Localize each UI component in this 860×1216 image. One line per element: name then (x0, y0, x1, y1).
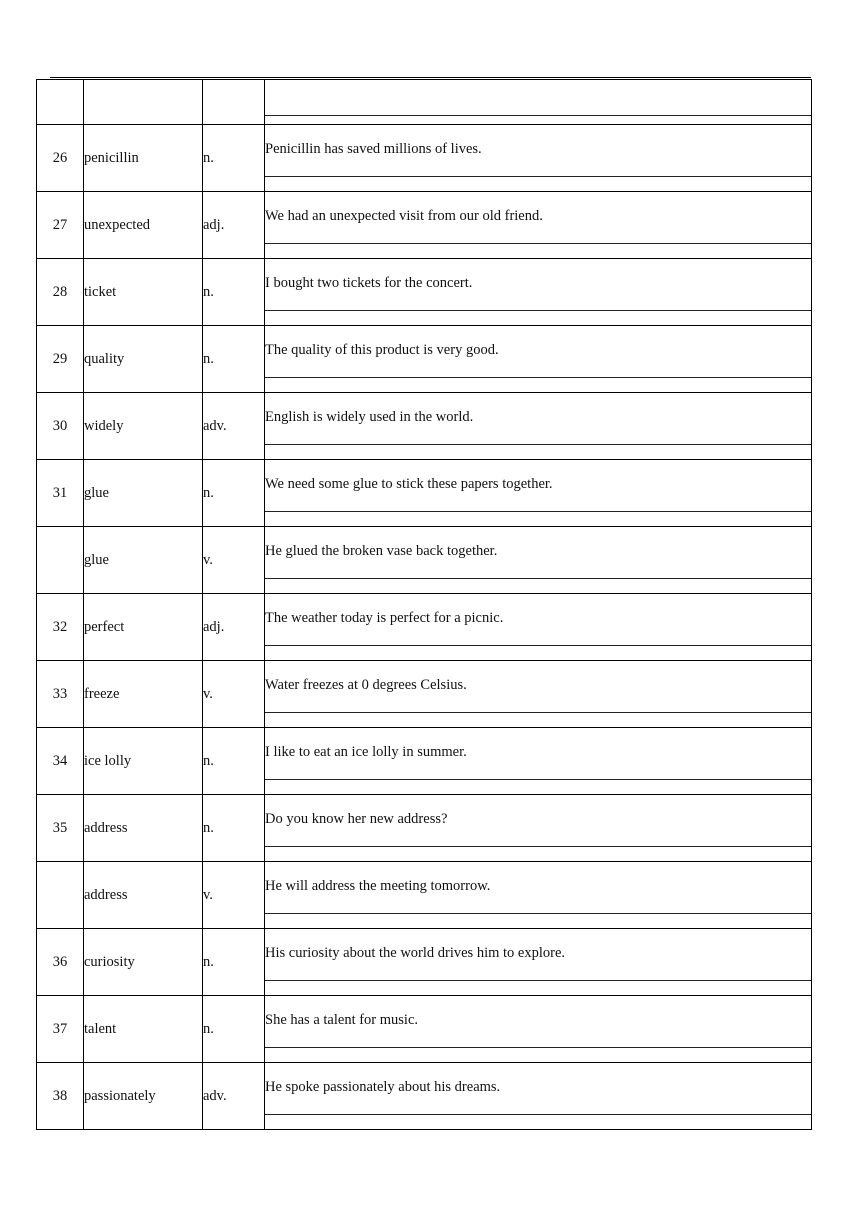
row-number: 32 (37, 594, 84, 661)
table-row-continued (37, 80, 812, 125)
table-row (37, 862, 812, 929)
vocab-word: freeze (84, 661, 203, 728)
part-of-speech: adj. (203, 192, 265, 259)
row-number: 37 (37, 996, 84, 1063)
part-of-speech: n. (203, 259, 265, 326)
translation-blank-line[interactable] (265, 310, 811, 311)
example-cell (265, 393, 812, 460)
row-number: 38 (37, 1063, 84, 1130)
example-sentence: Do you know her new address? (265, 810, 448, 827)
vocab-word: unexpected (84, 192, 203, 259)
part-of-speech: n. (203, 460, 265, 527)
part-of-speech: n. (203, 125, 265, 192)
top-rule (50, 77, 811, 78)
example-cell (265, 527, 812, 594)
example-cell (265, 594, 812, 661)
example-cell (265, 862, 812, 929)
part-of-speech: adv. (203, 393, 265, 460)
table-row (37, 996, 812, 1063)
row-number: 33 (37, 661, 84, 728)
translation-blank-line[interactable] (265, 913, 811, 914)
table-row (37, 326, 812, 393)
translation-blank-line[interactable] (265, 511, 811, 512)
translation-blank-line[interactable] (265, 1047, 811, 1048)
vocabulary-table (36, 79, 812, 1130)
table-row (37, 393, 812, 460)
vocab-word: penicillin (84, 125, 203, 192)
example-sentence: Penicillin has saved millions of lives. (265, 140, 482, 157)
row-number: 34 (37, 728, 84, 795)
example-sentence: The weather today is perfect for a picnic. (265, 609, 504, 626)
example-sentence: I like to eat an ice lolly in summer. (265, 743, 467, 760)
row-number: 27 (37, 192, 84, 259)
example-sentence: She has a talent for music. (265, 1011, 419, 1028)
part-of-speech: v. (203, 862, 265, 929)
row-number (37, 862, 84, 929)
table-row (37, 594, 812, 661)
translation-blank-line[interactable] (265, 980, 811, 981)
translation-blank-line[interactable] (265, 243, 811, 244)
part-of-speech: adv. (203, 1063, 265, 1130)
table-row (37, 795, 812, 862)
translation-blank-line[interactable] (265, 1114, 811, 1115)
row-number: 36 (37, 929, 84, 996)
example-sentence: We need some glue to stick these papers together. (265, 475, 553, 492)
translation-blank-line[interactable] (265, 779, 811, 780)
example-cell (265, 259, 812, 326)
translation-blank-line[interactable] (265, 578, 811, 579)
part-of-speech: n. (203, 326, 265, 393)
part-of-speech: adj. (203, 594, 265, 661)
translation-blank-line[interactable] (265, 176, 811, 177)
example-sentence: English is widely used in the world. (265, 408, 474, 425)
example-sentence: He spoke passionately about his dreams. (265, 1078, 501, 1095)
example-sentence: He glued the broken vase back together. (265, 542, 498, 559)
part-of-speech-cell (203, 80, 265, 125)
table-row (37, 125, 812, 192)
example-cell (265, 192, 812, 259)
example-sentence: His curiosity about the world drives him to explore. (265, 944, 566, 961)
vocab-word: glue (84, 527, 203, 594)
vocab-word: passionately (84, 1063, 203, 1130)
vocab-word: ice lolly (84, 728, 203, 795)
table-row (37, 527, 812, 594)
row-number: 28 (37, 259, 84, 326)
translation-blank-line[interactable] (265, 645, 811, 646)
translation-blank-line[interactable] (265, 444, 811, 445)
vocab-word: address (84, 862, 203, 929)
example-sentence: Water freezes at 0 degrees Celsius. (265, 676, 467, 693)
example-sentence: The quality of this product is very good. (265, 341, 499, 358)
table-row (37, 259, 812, 326)
vocab-word: talent (84, 996, 203, 1063)
example-cell (265, 326, 812, 393)
example-cell (265, 1063, 812, 1130)
example-cell (265, 125, 812, 192)
table-row (37, 728, 812, 795)
example-cell (265, 661, 812, 728)
word-cell (84, 80, 203, 125)
table-row (37, 460, 812, 527)
vocab-word: quality (84, 326, 203, 393)
part-of-speech: n. (203, 795, 265, 862)
table-row (37, 1063, 812, 1130)
example-cell (265, 460, 812, 527)
example-cell (265, 929, 812, 996)
example-sentence: We had an unexpected visit from our old friend. (265, 207, 543, 224)
translation-blank-line[interactable] (265, 377, 811, 378)
table-row (37, 929, 812, 996)
example-sentence: He will address the meeting tomorrow. (265, 877, 491, 894)
vocab-word: perfect (84, 594, 203, 661)
part-of-speech: v. (203, 661, 265, 728)
vocab-word: glue (84, 460, 203, 527)
row-number (37, 527, 84, 594)
example-cell (265, 728, 812, 795)
vocab-word: ticket (84, 259, 203, 326)
part-of-speech: v. (203, 527, 265, 594)
part-of-speech: n. (203, 728, 265, 795)
row-number: 30 (37, 393, 84, 460)
translation-blank-line[interactable] (265, 712, 811, 713)
example-cell (265, 795, 812, 862)
table-row (37, 661, 812, 728)
vocab-word: widely (84, 393, 203, 460)
row-number: 35 (37, 795, 84, 862)
row-number: 31 (37, 460, 84, 527)
vocab-word: curiosity (84, 929, 203, 996)
translation-blank-line[interactable] (265, 115, 811, 116)
table-row (37, 192, 812, 259)
row-number-cell (37, 80, 84, 125)
example-cell (265, 996, 812, 1063)
row-number: 26 (37, 125, 84, 192)
example-sentence: I bought two tickets for the concert. (265, 274, 473, 291)
part-of-speech: n. (203, 929, 265, 996)
part-of-speech: n. (203, 996, 265, 1063)
vocab-word: address (84, 795, 203, 862)
example-cell (265, 80, 812, 125)
row-number: 29 (37, 326, 84, 393)
translation-blank-line[interactable] (265, 846, 811, 847)
